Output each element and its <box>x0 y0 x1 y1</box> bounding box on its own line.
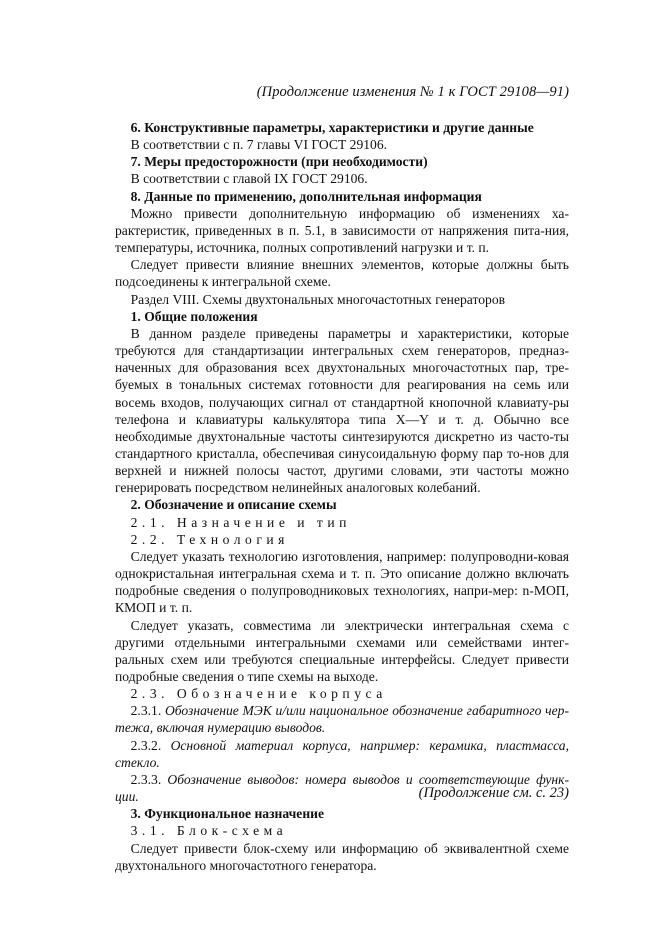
paragraph: Следует указать, совместима ли электрически интегральная схема с другими отдельными интегральными схемами или семействами интег-ральных схем или требуются специальные интерфейсы. Следует привести подробные сведения о типе схемы на выходе. <box>115 617 569 684</box>
page-header: (Продолжение изменения № 1 к ГОСТ 29108—91) <box>256 84 569 100</box>
paragraph: В соответствии с п. 7 главы VI ГОСТ 29106. <box>130 137 388 153</box>
page-footer: (Продолжение см. с. 23) <box>418 785 569 801</box>
item-number: 2.3.1. <box>130 703 165 719</box>
item-text: Обозначение МЭК и/или национальное обозначение габаритного чер-тежа, включая нумерацию выводов. <box>115 703 569 736</box>
spaced-subheading: 2.1. Назначение и тип <box>130 514 351 530</box>
paragraph: В соответствии с главой IX ГОСТ 29106. <box>130 171 368 187</box>
item-number: 2.3.2. <box>130 737 171 753</box>
item-text: Обозначение выводов: номера выводов и соответствующие функ-ции. <box>115 771 569 805</box>
section-heading: 2. Обозначение и описание схемы <box>130 497 337 513</box>
paragraph: Следует привести блок-схему или информацию об эквивалентной схеме двухтонального многочастотного генератора. <box>115 840 569 873</box>
paragraph: Следует указать технологию изготовления, например: полупроводни-ковая однокристальная интегральная схема и т. п. Это описание должно включать подробные сведения о полупроводниковых технологиях, напри-мер: n-МОП, КМОП и т. п. <box>115 548 569 616</box>
section-heading: 1. Общие положения <box>130 308 258 324</box>
item-number: 2.3.3. <box>130 771 168 787</box>
spaced-subheading: 2.3. Обозначение корпуса <box>130 686 387 702</box>
section-heading: 8. Данные по применению, дополнительная информация <box>130 188 482 204</box>
section-heading: 6. Конструктивные параметры, характеристики и другие данные <box>130 120 534 135</box>
document-body <box>115 119 569 874</box>
paragraph: Можно привести дополнительную информацию об изменениях ха-рактеристик, приведенных в п. 5.1, в зависимости от напряжения пита-ния, температуры, источника, полных сопротивлений нагрузки и т. п. <box>115 205 569 256</box>
item-text: Основной материал корпуса, например: керамика, пластмасса, стекло. <box>115 737 570 770</box>
spaced-subheading: 2.2. Технология <box>130 531 289 547</box>
paragraph: В данном разделе приведены параметры и характеристики, которые требуются для стандартизации интегральных схем генераторов, предназ-наченных для образования всех двухтональных многочастотных пар, тре-буемых в тональных системах готовности для реагирования на семь или восемь входов, получающих сигнал от стандартной кнопочной клавиату-ры телефона и клавиатуры калькулятора типа X—Y и т. д. Обычно все необходимые двухтональные частоты синтезируются дискретно из часто-ты стандартного кристалла, обеспечивая синусоидальную форму пар то-нов для верхней и нижней полосы частот, другими словами, эти частоты можно генерировать посредством нелинейных аналоговых колебаний. <box>115 325 569 496</box>
italic-item <box>115 737 569 771</box>
section-heading: 3. Функциональное назначение <box>130 806 325 822</box>
section-title: Раздел VIII. Схемы двухтональных многочастотных генераторов <box>130 291 506 307</box>
section-heading: 7. Меры предосторожности (при необходимости) <box>130 154 428 170</box>
italic-item <box>115 702 569 736</box>
paragraph: Следует привести влияние внешних элементов, которые должны быть подсоединены к интегральной схеме. <box>115 257 569 290</box>
spaced-subheading: 3.1. Блок-схема <box>130 823 288 839</box>
